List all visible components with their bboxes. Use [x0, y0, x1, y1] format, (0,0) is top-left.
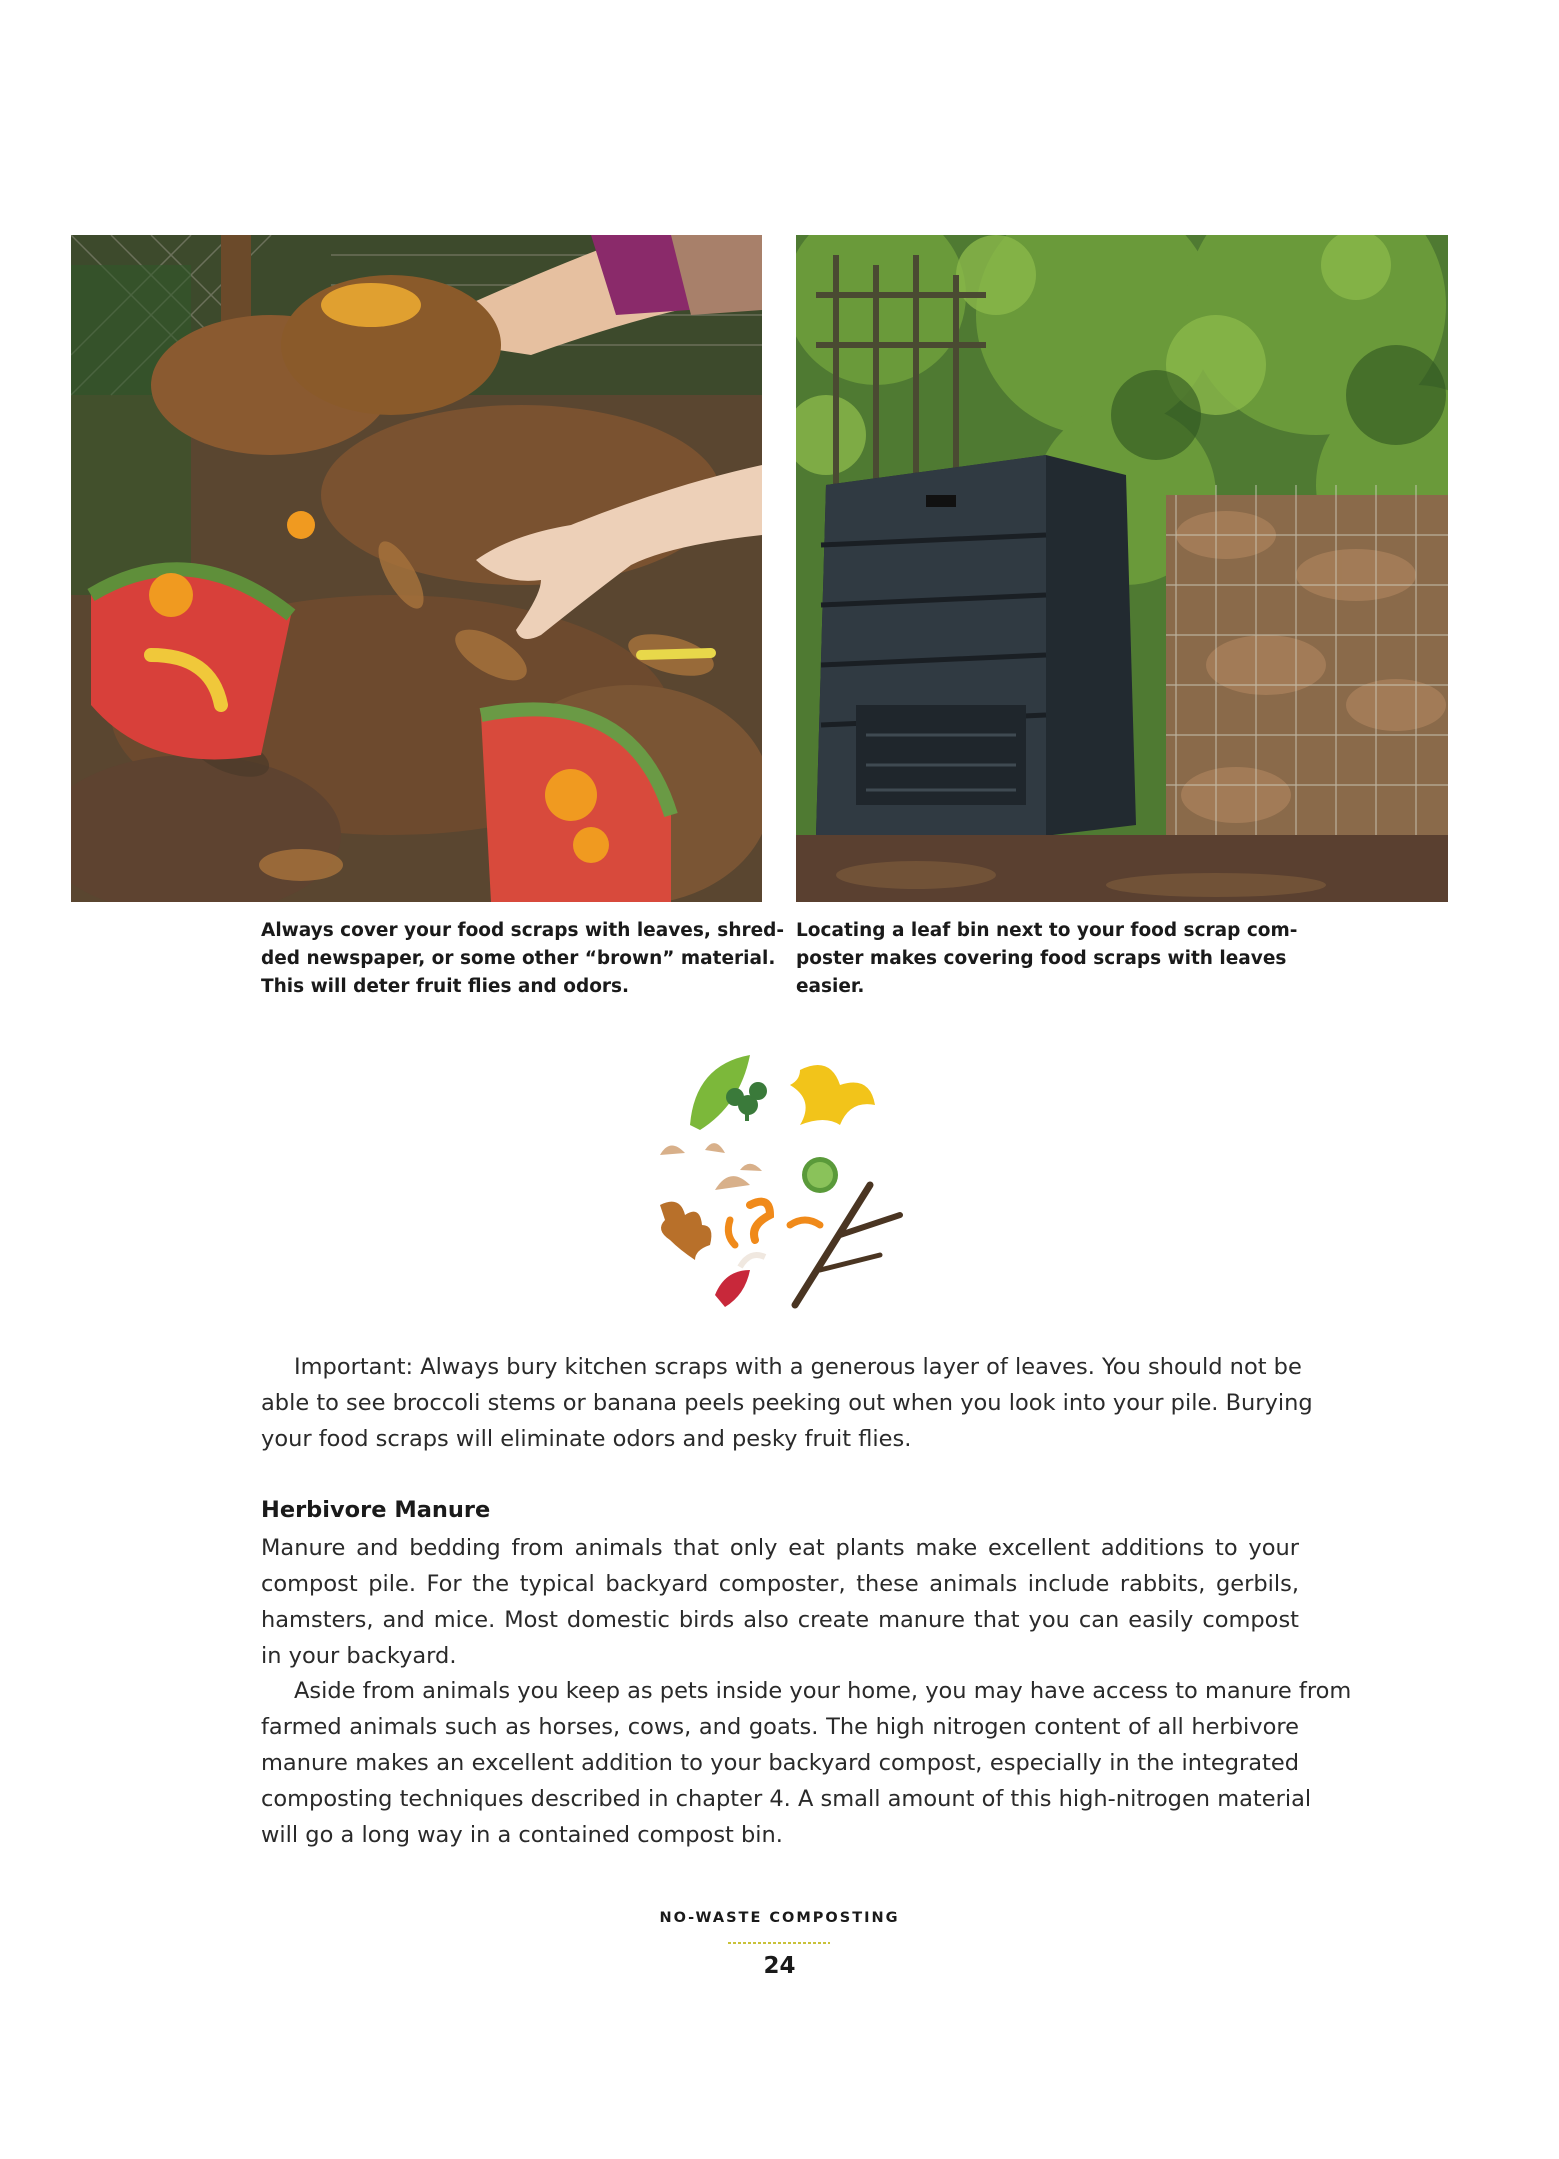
- text-line: manure makes an excellent addition to your backyard compost, especially in the integrated: [261, 1750, 1299, 1776]
- footer-decorative-rule: [728, 1941, 830, 1945]
- text-line: hamsters, and mice. Most domestic birds also create manure that you can easily compost: [261, 1607, 1299, 1633]
- leaf-pile-photo: [71, 235, 762, 902]
- caption-line: This will deter fruit flies and odors.: [261, 976, 630, 997]
- running-footer-title: NO-WASTE COMPOSTING: [659, 1910, 900, 1926]
- text-line: farmed animals such as horses, cows, and goats. The high nitrogen content of all herbivore: [261, 1714, 1299, 1740]
- paragraph-important: [261, 1349, 1313, 1457]
- caption-line: poster makes covering food scraps with leaves: [796, 948, 1287, 969]
- text-line: in your backyard.: [261, 1643, 457, 1669]
- paragraph-manure-2: [261, 1673, 1352, 1853]
- caption-line: Always cover your food scraps with leaves, shred-: [261, 920, 785, 941]
- caption-compost-bin: [796, 917, 1296, 1001]
- text-line: Important: Always bury kitchen scraps with a generous layer of leaves. You should not be: [294, 1354, 1302, 1380]
- paragraph-manure-1: [261, 1530, 1299, 1674]
- section-heading: Herbivore Manure: [261, 1497, 491, 1523]
- text-line: Aside from animals you keep as pets inside your home, you may have access to manure from: [294, 1678, 1352, 1704]
- caption-line: ded newspaper, or some other “brown” material.: [261, 948, 776, 969]
- caption-line: Locating a leaf bin next to your food scrap com-: [796, 920, 1298, 941]
- text-line: your food scraps will eliminate odors and pesky fruit flies.: [261, 1426, 912, 1452]
- text-line: compost pile. For the typical backyard composter, these animals include rabbits, gerbils,: [261, 1571, 1299, 1597]
- page-number: 24: [763, 1953, 796, 1979]
- food-scraps-illustration: [640, 1045, 920, 1325]
- text-line: composting techniques described in chapter 4. A small amount of this high-nitrogen material: [261, 1786, 1312, 1812]
- text-line: able to see broccoli stems or banana peels peeking out when you look into your pile. Burying: [261, 1390, 1313, 1416]
- compost-bin-photo: [796, 235, 1448, 902]
- caption-leaf-pile: [261, 917, 785, 1001]
- text-line: Manure and bedding from animals that only eat plants make excellent additions to your: [261, 1535, 1299, 1561]
- text-line: will go a long way in a contained compost bin.: [261, 1822, 783, 1848]
- caption-line: easier.: [796, 976, 865, 997]
